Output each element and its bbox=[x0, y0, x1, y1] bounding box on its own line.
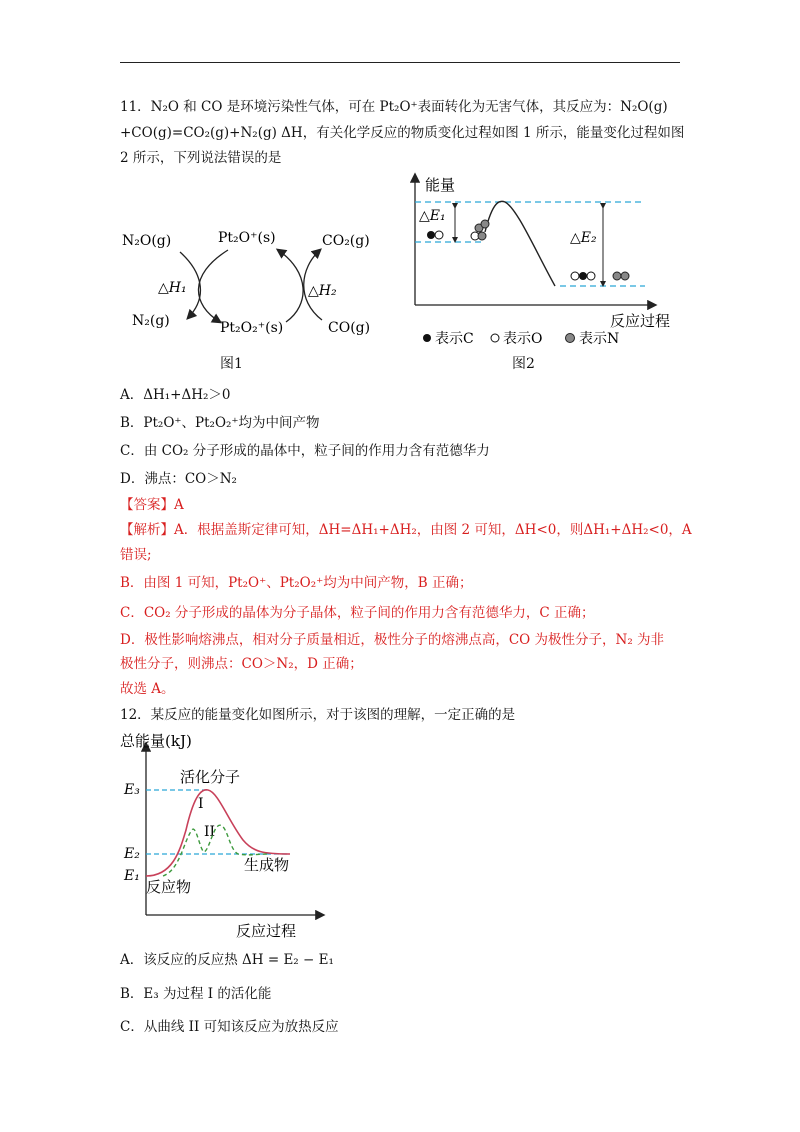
q11-stem-line-2: +CO(g)=CO₂(g)+N₂(g) ΔH，有关化学反应的物质变化过程如图 1 所示，能量变化过程如图 bbox=[120, 125, 685, 141]
fig1-co: CO(g) bbox=[328, 320, 371, 336]
fig2-ylabel: 能量 bbox=[425, 176, 456, 194]
legend-c-label: 表示C bbox=[435, 331, 474, 347]
fig2-xlabel: 反应过程 bbox=[610, 312, 671, 330]
q12-stem: 12．某反应的能量变化如图所示，对于该图的理解，一定正确的是 bbox=[120, 707, 516, 723]
legend-n-label: 表示N bbox=[579, 331, 620, 347]
q11-option-b: B．Pt₂O⁺、Pt₂O₂⁺均为中间产物 bbox=[120, 415, 320, 431]
q11-option-c: C．由 CO₂ 分子形成的晶体中，粒子间的作用力含有范德华力 bbox=[120, 443, 490, 459]
fig2-e1-label: △E₁ bbox=[419, 208, 446, 224]
q12-energy-diagram bbox=[118, 730, 338, 940]
q12-reactant-label: 反应物 bbox=[146, 878, 192, 896]
fig1-co2: CO₂(g) bbox=[322, 233, 370, 249]
q11-stem-line-3: 2 所示，下列说法错误的是 bbox=[120, 150, 282, 166]
fig1-pt2o2: Pt₂O₂⁺(s) bbox=[220, 320, 284, 336]
q12-curve2-label: II bbox=[204, 824, 216, 840]
legend-o-icon bbox=[491, 334, 499, 342]
q11-analysis-c: C．CO₂ 分子形成的晶体为分子晶体，粒子间的作用力含有范德华力，C 正确； bbox=[120, 605, 595, 621]
fig2-e2-label: △E₂ bbox=[570, 230, 597, 246]
q11-stem-line-1: 11．N₂O 和 CO 是环境污染性气体，可在 Pt₂O⁺表面转化为无害气体，其反应为：N₂O(g) bbox=[120, 99, 668, 115]
legend-o-label: 表示O bbox=[503, 331, 543, 347]
fig1-n2o: N₂O(g) bbox=[122, 233, 172, 249]
fig1-pt2o: Pt₂O⁺(s) bbox=[218, 230, 276, 246]
q12-e3-label: E₃ bbox=[124, 782, 140, 798]
fig2-energy-curve bbox=[485, 201, 555, 286]
q11-answer: 【答案】A bbox=[120, 497, 184, 513]
q11-figure-2 bbox=[405, 170, 685, 375]
q11-option-d: D．沸点：CO＞N₂ bbox=[120, 471, 237, 487]
q11-analysis-d-line-2: 极性分子，则沸点：CO＞N₂，D 正确； bbox=[120, 656, 363, 672]
q11-analysis-a-line-1: 【解析】A．根据盖斯定律可知，ΔH=ΔH₁+ΔH₂，由图 2 可知，ΔH<0，则ΔH₁+ΔH₂<0，A bbox=[120, 522, 692, 538]
legend-n-icon bbox=[566, 334, 575, 343]
q11-option-a: A．ΔH₁+ΔH₂＞0 bbox=[120, 387, 231, 403]
q12-product-label: 生成物 bbox=[244, 856, 290, 874]
q11-analysis-b: B．由图 1 可知，Pt₂O⁺、Pt₂O₂⁺均为中间产物，B 正确； bbox=[120, 575, 473, 591]
q11-conclusion: 故选 A。 bbox=[120, 681, 175, 697]
q12-activated-label: 活化分子 bbox=[180, 768, 241, 786]
q12-xlabel: 反应过程 bbox=[236, 922, 297, 940]
q11-analysis-d-line-1: D．极性影响熔沸点，相对分子质量相近，极性分子的熔沸点高，CO 为极性分子，N₂ 为非 bbox=[120, 632, 665, 648]
q12-e1-label: E₁ bbox=[124, 868, 140, 884]
q12-curve1-label: I bbox=[198, 796, 204, 812]
fig2-caption: 图2 bbox=[512, 356, 535, 372]
q12-option-b: B．E₃ 为过程 I 的活化能 bbox=[120, 986, 272, 1002]
q12-option-c: C．从曲线 II 可知该反应为放热反应 bbox=[120, 1019, 339, 1035]
q12-e2-label: E₂ bbox=[124, 846, 140, 862]
header-rule bbox=[120, 62, 680, 63]
legend-c-icon bbox=[423, 334, 431, 342]
fig1-caption: 图1 bbox=[220, 356, 243, 372]
q12-option-a: A．该反应的反应热 ΔH = E₂ − E₁ bbox=[120, 952, 334, 968]
fig1-dh2: △H₂ bbox=[308, 283, 337, 299]
q11-analysis-a-line-2: 错误; bbox=[120, 547, 152, 563]
fig1-arc-pt2o-to-pt2o2 bbox=[198, 250, 228, 322]
q11-figure-1 bbox=[110, 210, 390, 350]
fig1-dh1: △H₁ bbox=[158, 280, 187, 296]
fig1-n2: N₂(g) bbox=[132, 313, 170, 329]
fig1-arc-pt2o2-to-pt2o bbox=[278, 250, 303, 322]
q12-ylabel: 总能量(kJ) bbox=[120, 732, 192, 750]
fig2-product-molecules bbox=[571, 272, 629, 280]
